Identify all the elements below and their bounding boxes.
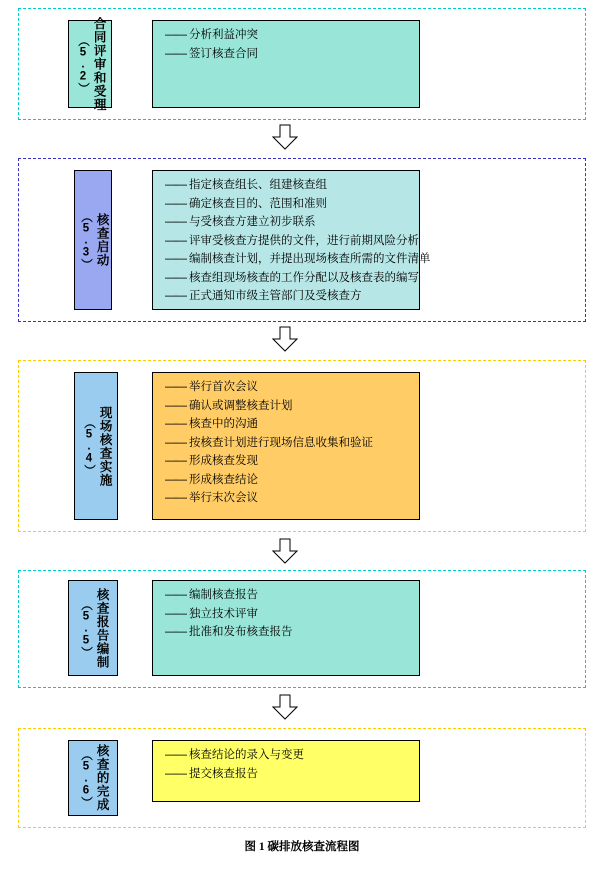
list-item-label: 编制核查计划，并提出现场核查所需的文件清单 xyxy=(189,253,431,265)
list-item xyxy=(165,401,409,413)
list-item xyxy=(165,199,409,211)
list-item xyxy=(165,627,409,639)
list-item xyxy=(165,49,409,61)
stage-label-text: 核查启动 xyxy=(95,213,110,267)
dash-marker: —— xyxy=(165,436,186,449)
stage-label-number: （5.5） xyxy=(79,598,92,658)
dash-marker: —— xyxy=(165,47,186,60)
list-item xyxy=(165,590,409,602)
list-item xyxy=(165,234,419,248)
list-item-label: 批准和发布核查报告 xyxy=(189,626,293,638)
list-item xyxy=(165,475,409,487)
stage-label-contract-review-acceptance xyxy=(68,16,112,112)
arrow-down-4 xyxy=(272,694,298,720)
stage-content-verification-completion xyxy=(152,740,420,802)
stage-label-verification-completion xyxy=(68,740,118,816)
list-item xyxy=(165,30,409,42)
list-item xyxy=(165,609,409,621)
dash-marker: —— xyxy=(165,253,186,265)
list-item-label: 评审受核查方提供的文件，进行前期风险分析 xyxy=(189,234,419,247)
list-item-label: 核查中的沟通 xyxy=(189,418,258,430)
dash-marker: —— xyxy=(165,455,186,467)
dash-marker: —— xyxy=(165,418,186,430)
stage-label-verification-startup xyxy=(74,170,112,310)
dash-marker: —— xyxy=(165,179,186,191)
list-item xyxy=(165,217,409,229)
arrow-down-3 xyxy=(272,538,298,564)
stage-label-number: （5.3） xyxy=(79,210,92,270)
list-item-label: 编制核查报告 xyxy=(189,589,258,601)
list-item-label: 指定核查组长、组建核查组 xyxy=(189,179,327,191)
list-item xyxy=(165,493,409,505)
stage-content-verification-startup xyxy=(152,170,431,310)
dash-marker: —— xyxy=(165,234,186,247)
dash-marker: —— xyxy=(165,271,186,284)
list-item xyxy=(165,291,409,303)
stage-content-report-preparation xyxy=(152,580,420,676)
dash-marker: —— xyxy=(165,492,186,504)
dash-marker: —— xyxy=(165,216,186,228)
list-item-label: 形成核查发现 xyxy=(189,455,258,467)
list-item-label: 正式通知市级主管部门及受核查方 xyxy=(189,290,362,302)
stage-label-text: 合同评审和受理 xyxy=(92,16,107,112)
dash-marker: —— xyxy=(165,589,186,601)
dash-marker: —— xyxy=(165,290,186,302)
dash-marker: —— xyxy=(165,381,186,393)
arrow-down-1 xyxy=(272,124,298,150)
stage-label-text: 核查的完成 xyxy=(95,744,110,812)
figure-caption: 图 1 碳排放核查流程图 xyxy=(244,841,360,853)
stage-content-contract-review-acceptance xyxy=(152,20,420,108)
list-item-label: 提交核查报告 xyxy=(189,767,258,780)
list-item-label: 与受核查方建立初步联系 xyxy=(189,216,316,228)
stage-label-text: 现场核查实施 xyxy=(98,405,113,487)
stage-label-text: 核查报告编制 xyxy=(95,587,110,669)
list-item xyxy=(165,419,409,431)
list-item-label: 按核查计划进行现场信息收集和验证 xyxy=(189,436,373,449)
list-item xyxy=(165,382,409,394)
list-item-label: 举行末次会议 xyxy=(189,492,258,504)
list-item xyxy=(165,271,419,285)
dash-marker: —— xyxy=(165,473,186,486)
list-item-label: 独立技术评审 xyxy=(189,607,258,620)
stage-label-number: （5.2） xyxy=(76,34,89,94)
list-item xyxy=(165,253,431,266)
arrow-down-2 xyxy=(272,326,298,352)
dash-marker: —— xyxy=(165,399,186,412)
dash-marker: —— xyxy=(165,749,186,761)
list-item-label: 核查组现场核查的工作分配以及核查表的编写 xyxy=(189,271,419,284)
stage-label-number: （5.4） xyxy=(82,416,95,476)
dash-marker: —— xyxy=(165,626,186,638)
dash-marker: —— xyxy=(165,29,186,41)
list-item-label: 签订核查合同 xyxy=(189,47,258,60)
dash-marker: —— xyxy=(165,197,186,210)
list-item xyxy=(165,750,409,762)
list-item xyxy=(165,438,409,450)
list-item-label: 分析利益冲突 xyxy=(189,29,258,41)
list-item-label: 形成核查结论 xyxy=(189,473,258,486)
dash-marker: —— xyxy=(165,607,186,620)
list-item xyxy=(165,456,409,468)
list-item xyxy=(165,180,409,192)
stage-label-onsite-verification xyxy=(74,372,118,520)
list-item-label: 确认或调整核查计划 xyxy=(189,399,293,412)
list-item-label: 核查结论的录入与变更 xyxy=(189,749,304,761)
list-item-label: 举行首次会议 xyxy=(189,381,258,393)
list-item xyxy=(165,769,409,781)
stage-label-report-preparation xyxy=(68,580,118,676)
list-item-label: 确定核查目的、范围和准则 xyxy=(189,197,327,210)
dash-marker: —— xyxy=(165,767,186,780)
stage-label-number: （5.6） xyxy=(79,748,92,808)
stage-content-onsite-verification xyxy=(152,372,420,520)
